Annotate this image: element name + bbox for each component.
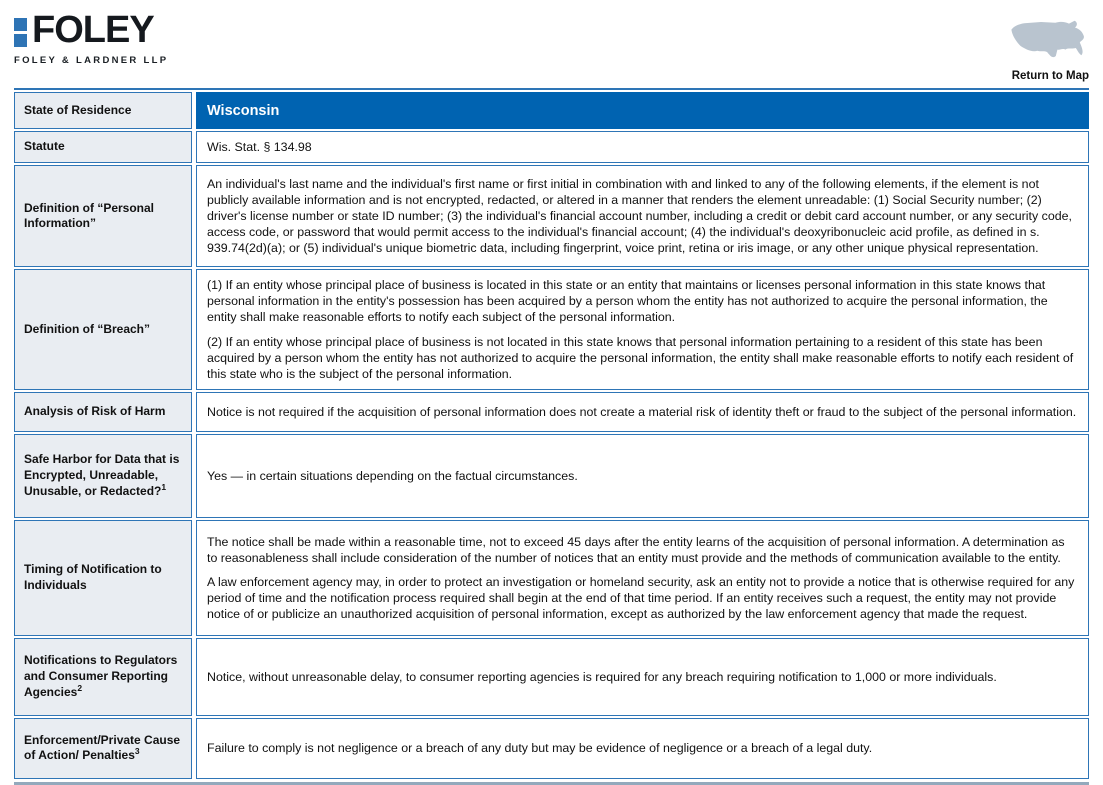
state-name-header: Wisconsin bbox=[196, 92, 1089, 129]
row-content: Wis. Stat. § 134.98 bbox=[196, 131, 1089, 163]
footnote-marker: 2 bbox=[77, 682, 83, 693]
table-bottom-rule bbox=[14, 782, 1089, 785]
row-label: Enforcement/Private Cause of Action/ Penalties$^3$ bbox=[14, 718, 192, 779]
state-law-table bbox=[14, 88, 1089, 785]
table-row-notifications-to-regulators bbox=[14, 638, 1089, 716]
row-content: An individual's last name and the individual's first name or first initial in combination with and linked to any of the following elements, if the element is not publicly available information and is not encrypted, redacted, or altered in a manner that renders the element unreadable: (1) Social Security number; (2) driver's license number or state ID number; (3) the individual's financial account number, including a credit or debit card account number, or any security code, access code, or password that would permit access to the individual's financial account; (4) the individual's deoxyribonucleic acid profile, as defined in s. 939.74(2d)(a); or (5) individual's unique biometric data, including fingerprint, voice print, retina or iris image, or any other unique physical representation. bbox=[196, 165, 1089, 267]
row-content: Yes — in certain situations depending on the factual circumstances. bbox=[196, 434, 1089, 518]
return-to-map bbox=[1009, 10, 1089, 82]
row-label: Statute bbox=[14, 131, 192, 163]
table-row-definition-breach bbox=[14, 269, 1089, 390]
row-label: State of Residence bbox=[14, 92, 192, 129]
foley-logo bbox=[14, 10, 168, 66]
row-label: Notifications to Regulators and Consumer Reporting Agencies$^2$ bbox=[14, 638, 192, 716]
table-row-statute bbox=[14, 131, 1089, 163]
return-to-map-link[interactable]: Return to Map bbox=[1011, 70, 1089, 82]
logo-wordmark: FOLEY bbox=[32, 9, 154, 51]
usa-map-icon[interactable] bbox=[1009, 16, 1089, 69]
row-content: Notice is not required if the acquisition of personal information does not create a material risk of identity theft or fraud to the subject of the personal information. bbox=[196, 392, 1089, 432]
table-row-analysis-risk-of-harm bbox=[14, 392, 1089, 432]
row-content: The notice shall be made within a reasonable time, not to exceed 45 days after the entity learns of the acquisition of personal information. A determination as to reasonableness shall include consideration of the number of notices that an entity must provide and the methods of communication available to the entity. A law enforcement agency may, in order to protect an investigation or homeland security, ask an entity not to provide a notice that is otherwise required for any period of time and the notification process required shall begin at the end of that time period. If an entity receives such a request, the entity may not provide notice of or publicize an unauthorized acquisition of personal information, except as authorized by the law enforcement agency that made the request. bbox=[196, 520, 1089, 636]
table-row-timing-of-notification bbox=[14, 520, 1089, 636]
row-content: Failure to comply is not negligence or a breach of any duty but may be evidence of negligence or a breach of a legal duty. bbox=[196, 718, 1089, 779]
row-label: Safe Harbor for Data that is Encrypted, Unreadable, Unusable, or Redacted?$^1$ bbox=[14, 434, 192, 518]
table-row-safe-harbor bbox=[14, 434, 1089, 518]
row-label: Definition of “Breach” bbox=[14, 269, 192, 390]
table-row-state-of-residence bbox=[14, 92, 1089, 129]
row-label: Timing of Notification to Individuals bbox=[14, 520, 192, 636]
page-header bbox=[14, 10, 1089, 86]
row-content: (1) If an entity whose principal place of business is located in this state or an entity that maintains or licenses personal information in this state knows that personal information in the entity's possession has been acquired by a person whom the entity has not authorized to acquire the personal information, the entity shall make reasonable efforts to notify each subject of the personal information. (2) If an entity whose principal place of business is not located in this state knows that personal information pertaining to a resident of this state has been acquired by a person whom the entity has not authorized to acquire the personal information, the entity shall make reasonable efforts to notify each resident of this state who is the subject of the personal information. bbox=[196, 269, 1089, 390]
table-row-definition-personal-information bbox=[14, 165, 1089, 267]
row-label: Definition of “Personal Information” bbox=[14, 165, 192, 267]
table-row-enforcement-penalties bbox=[14, 718, 1089, 779]
row-content: Notice, without unreasonable delay, to consumer reporting agencies is required for any breach requiring notification to 1,000 or more individuals. bbox=[196, 638, 1089, 716]
table-top-rule bbox=[14, 88, 1089, 90]
row-label: Analysis of Risk of Harm bbox=[14, 392, 192, 432]
logo-tagline: FOLEY & LARDNER LLP bbox=[14, 55, 169, 67]
footnote-marker: 3 bbox=[134, 746, 140, 757]
logo-squares-icon bbox=[14, 18, 27, 47]
footnote-marker: 1 bbox=[161, 481, 167, 492]
